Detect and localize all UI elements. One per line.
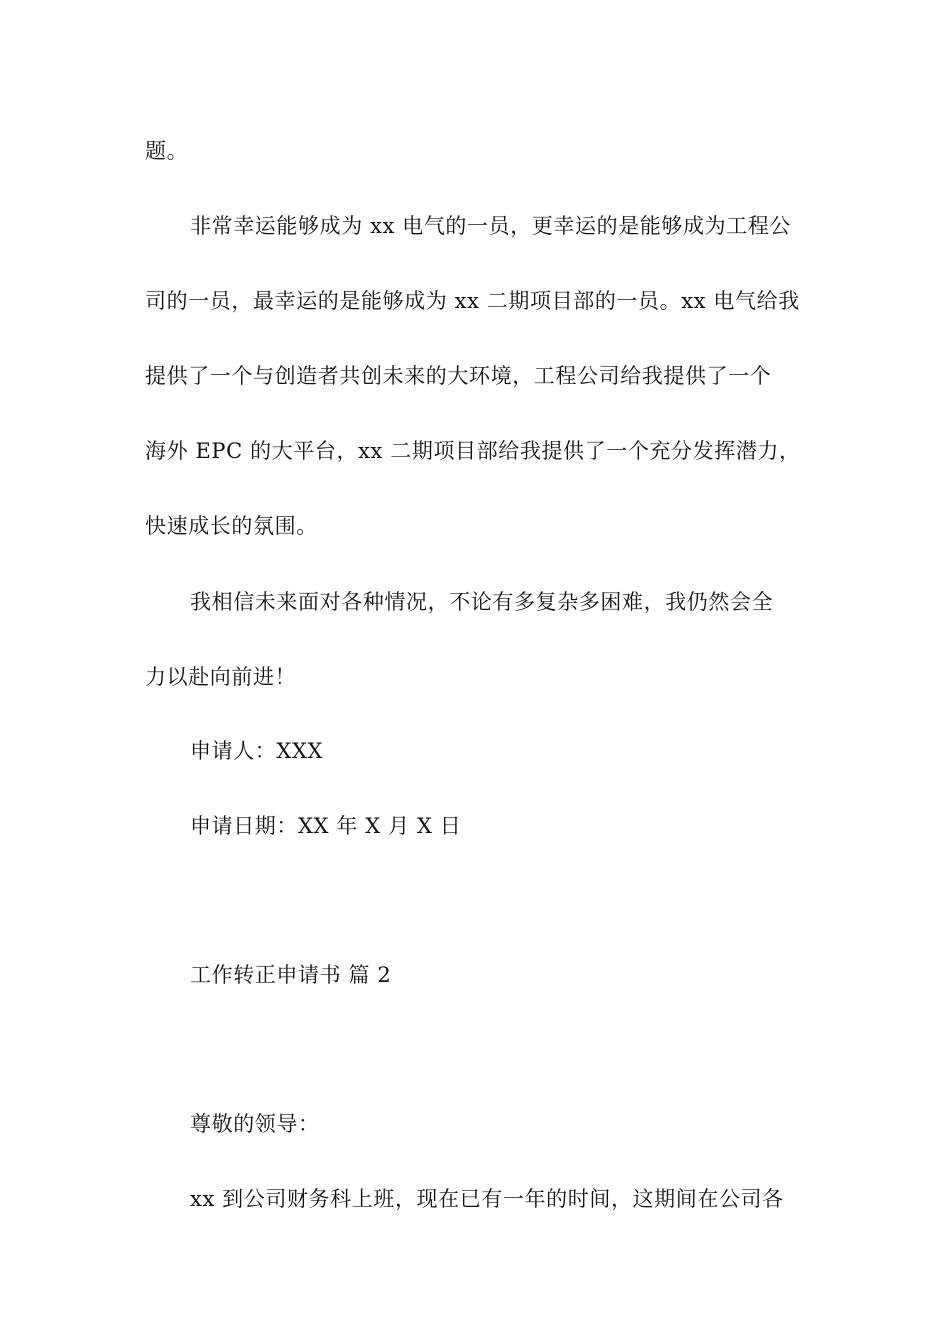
salutation-line: 尊敬的领导： <box>190 1112 320 1136</box>
paragraph-line: xx 到公司财务科上班，现在已有一年的时间，这期间在公司各 <box>190 1187 784 1211</box>
section-heading: 工作转正申请书 篇 2 <box>190 963 392 987</box>
paragraph-line: 我相信未来面对各种情况，不论有多复杂多困难，我仍然会全 <box>190 590 774 614</box>
paragraph-line: 非常幸运能够成为 xx 电气的一员，更幸运的是能够成为工程公 <box>190 214 792 238</box>
application-date-line: 申请日期：XX 年 X 月 X 日 <box>190 814 462 838</box>
paragraph-line: 题。 <box>145 139 189 163</box>
paragraph-line: 提供了一个与创造者共创未来的大环境，工程公司给我提供了一个 <box>145 364 772 388</box>
paragraph-line: 海外 EPC 的大平台，xx 二期项目部给我提供了一个充分发挥潜力， <box>145 439 801 463</box>
paragraph-line: 快速成长的氛围。 <box>145 514 318 538</box>
applicant-line: 申请人：XXX <box>190 739 324 763</box>
paragraph-line: 力以赴向前进！ <box>145 665 297 689</box>
paragraph-line: 司的一员，最幸运的是能够成为 xx 二期项目部的一员。xx 电气给我 <box>145 289 800 313</box>
